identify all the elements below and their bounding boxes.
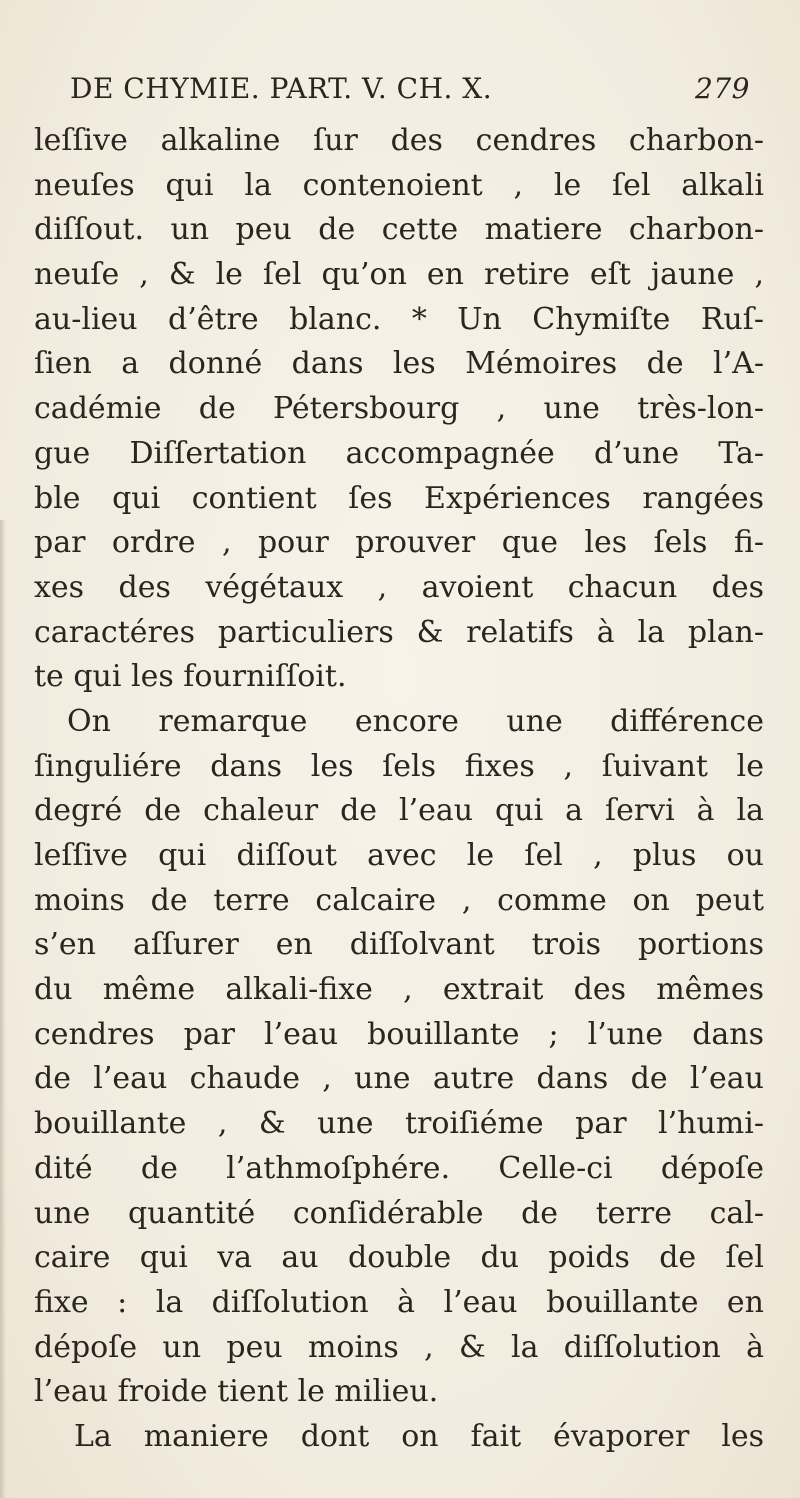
page-gutter-shadow bbox=[0, 520, 6, 1498]
text-line: bouillante , & une troiſiéme par l’humi- bbox=[34, 1106, 764, 1142]
text-line: de l’eau chaude , une autre dans de l’eau bbox=[34, 1061, 764, 1097]
text-line: degré de chaleur de l’eau qui a ſervi à la bbox=[34, 793, 764, 829]
text-line: cadémie de Pétersbourg , une très-lon- bbox=[34, 391, 764, 427]
text-line: dépoſe un peu moins , & la diſſolution à bbox=[34, 1329, 764, 1365]
text-line: moins de terre calcaire , comme on peut bbox=[34, 882, 764, 918]
text-line: une quantité conſidérable de terre cal- bbox=[34, 1195, 764, 1231]
text-line: cendres par l’eau bouillante ; l’une dans bbox=[34, 1016, 764, 1052]
text-line: neuſe , & le ſel qu’on en retire eſt jaune , bbox=[34, 257, 764, 293]
text-line: ble qui contient ſes Expériences rangées bbox=[34, 480, 764, 516]
page-header bbox=[70, 72, 750, 112]
running-title: DE CHYMIE. PART. V. CH. X. bbox=[70, 72, 493, 105]
text-line: caire qui va au double du poids de ſel bbox=[34, 1240, 764, 1276]
text-line: leſſive alkaline ſur des cendres charbon- bbox=[34, 123, 764, 158]
text-line: ſien a donné dans les Mémoires de l’A- bbox=[34, 346, 764, 382]
page-number: 279 bbox=[695, 72, 750, 105]
text-line: ſinguliére dans les ſels fixes , ſuivant le bbox=[34, 748, 764, 784]
text-line: te qui les fourniſſoit. bbox=[34, 659, 347, 695]
text-line: caractéres particuliers & relatifs à la plan- bbox=[34, 614, 764, 650]
text-line: dité de l’athmoſphére. Celle-ci dépoſe bbox=[34, 1150, 764, 1186]
paragraph-start-line: On remarque encore une différence bbox=[67, 703, 764, 739]
text-line: par ordre , pour prouver que les ſels fi- bbox=[34, 525, 764, 561]
text-line: neuſes qui la contenoient , le ſel alkali bbox=[34, 167, 764, 203]
text-line: xes des végétaux , avoient chacun des bbox=[34, 569, 764, 605]
text-line: gue Diſſertation accompagnée d’une Ta- bbox=[34, 435, 764, 471]
text-line: du même alkali-fixe , extrait des mêmes bbox=[34, 972, 764, 1008]
text-line: leſſive qui diſſout avec le ſel , plus ou bbox=[34, 838, 764, 873]
text-line: diſſout. un peu de cette matiere charbon- bbox=[34, 212, 764, 248]
text-line: l’eau froide tient le milieu. bbox=[34, 1374, 439, 1410]
text-line: fixe : la diſſolution à l’eau bouillante en bbox=[34, 1284, 764, 1320]
paragraph-start-line: La maniere dont on fait évaporer les bbox=[74, 1418, 764, 1454]
text-line: s’en aſſurer en diſſolvant trois portions bbox=[34, 927, 764, 963]
body-text bbox=[34, 119, 764, 1460]
text-line: au-lieu d’être blanc. * Un Chymiſte Ruſ- bbox=[34, 301, 764, 337]
